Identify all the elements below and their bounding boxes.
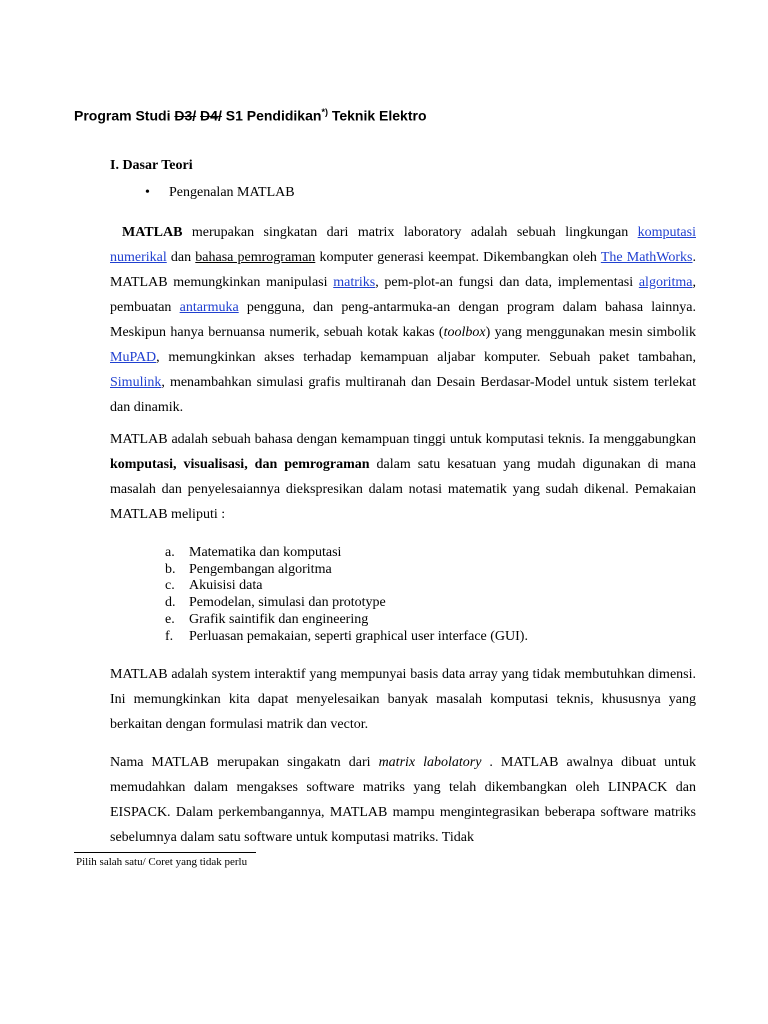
footnote: Pilih salah satu/ Coret yang tidak perlu [76,856,248,868]
paragraph-matlab-language [110,427,696,527]
list-item [165,545,528,562]
p1-italic-toolbox: toolbox [443,325,486,340]
link-simulink[interactable]: Simulink [110,375,162,390]
p1-text: , pembuatan [110,275,696,315]
heading-struck-d4: D4/ [200,107,222,124]
p1-text: , pem-plot-an fungsi dan data, implementasi [375,275,639,290]
p1-text: . MATLAB memungkinkan manipulasi [110,250,697,290]
list-marker: d. [165,595,176,611]
list-marker: e. [165,611,175,627]
section-title: I. Dasar Teori [110,158,193,173]
p4-text: Nama MATLAB merupakan singakatn dari [110,755,379,770]
p2-text: dalam satu kesatuan yang mudah digunakan di mana masalah dan penyelesaiannya diekspresikan dalam notasi matematik yang sudah dikenal. Pemakaian MATLAB meliputi : [110,457,696,522]
p1-text: komputer generasi keempat. Dikembangkan oleh [315,250,601,265]
list-marker: c. [165,578,175,594]
heading-struck-d3: D3/ [174,107,197,124]
p2-bold-text: komputasi, visualisasi, dan pemrograman [110,457,370,472]
list-marker: f. [165,628,174,644]
paragraph-matlab-name [110,750,696,850]
heading-part3: Teknik Elektro [327,107,427,124]
p1-bold-matlab: MATLAB [122,225,183,240]
list-item-text: Perluasan pemakaian, seperti graphical user interface (GUI). [189,628,528,644]
p2-text: MATLAB adalah sebuah bahasa dengan kemampuan tinggi untuk komputasi teknis. Ia menggabungkan [110,432,696,447]
p1-text: dan [166,250,196,265]
list-item [165,595,528,612]
bullet-text: Pengenalan MATLAB [169,185,295,200]
list-item-text: Matematika dan komputasi [189,545,342,560]
list-marker: a. [165,545,175,560]
p1-text: , menambahkan simulasi grafis multiranah dan Desain Berdasar-Model untuk sistem terlekat dan dinamik. [110,375,696,415]
p1-text: pengguna, dan peng-antarmuka-an dengan program dalam bahasa lainnya. Meskipun hanya bernuansa numerik, sebuah kotak kakas ( [110,300,696,340]
bullet-dot-icon: • [145,185,150,200]
footnote-divider [74,852,256,853]
p1-text: merupakan singkatan dari matrix laboratory adalah sebuah lingkungan [182,225,638,240]
p4-italic-text: matrix labolatory [378,755,482,770]
page-heading [74,107,427,124]
p1-text: , memungkinkan akses terhadap kemampuan aljabar komputer. Sebuah paket tambahan, [156,350,696,365]
usage-list [165,545,528,645]
p1-text: ) yang menggunakan mesin simbolik [485,325,696,340]
link-antarmuka[interactable]: antarmuka [179,300,239,315]
heading-footnote-mark: *) [321,107,328,117]
list-marker: b. [165,561,176,577]
link-algoritma[interactable]: algoritma [638,275,693,290]
paragraph-matlab-intro [110,220,696,420]
list-item-text: Grafik saintifik dan engineering [189,611,369,627]
list-item-text: Pemodelan, simulasi dan prototype [189,595,386,611]
list-item [165,629,528,646]
list-item [165,578,528,595]
bullet-item [145,185,295,201]
paragraph-interactive-system [110,662,696,737]
p3-text: MATLAB adalah system interaktif yang mempunyai basis data array yang tidak membutuhkan dimensi. Ini memungkinkan kita dapat menyelesaikan banyak masalah komputasi teknis, khususnya yang berkaitan dengan formulasi matrik dan vector. [110,667,696,732]
underlined-bahasa-pemrograman: bahasa pemrograman [195,250,316,265]
p4-text: . MATLAB awalnya dibuat untuk memudahkan dalam mengakses software matriks yang telah dikembangkan oleh LINPACK dan EISPACK. Dalam perkembangannya, MATLAB mampu mengintegrasikan beberapa software matriks sebelumnya dalam satu software untuk komputasi matriks. Tidak [110,755,696,845]
heading-part2: S1 Pendidikan [221,107,322,124]
list-item [165,612,528,629]
link-the-mathworks[interactable]: The MathWorks [600,250,693,265]
link-matriks[interactable]: matriks [333,275,376,290]
list-item-text: Pengembangan algoritma [189,561,332,577]
link-komputasi-numerikal[interactable]: komputasi numerikal [110,225,696,265]
list-item-text: Akuisisi data [189,578,263,594]
heading-part1: Program Studi [74,107,175,124]
list-item [165,562,528,579]
link-mupad[interactable]: MuPAD [110,350,157,365]
